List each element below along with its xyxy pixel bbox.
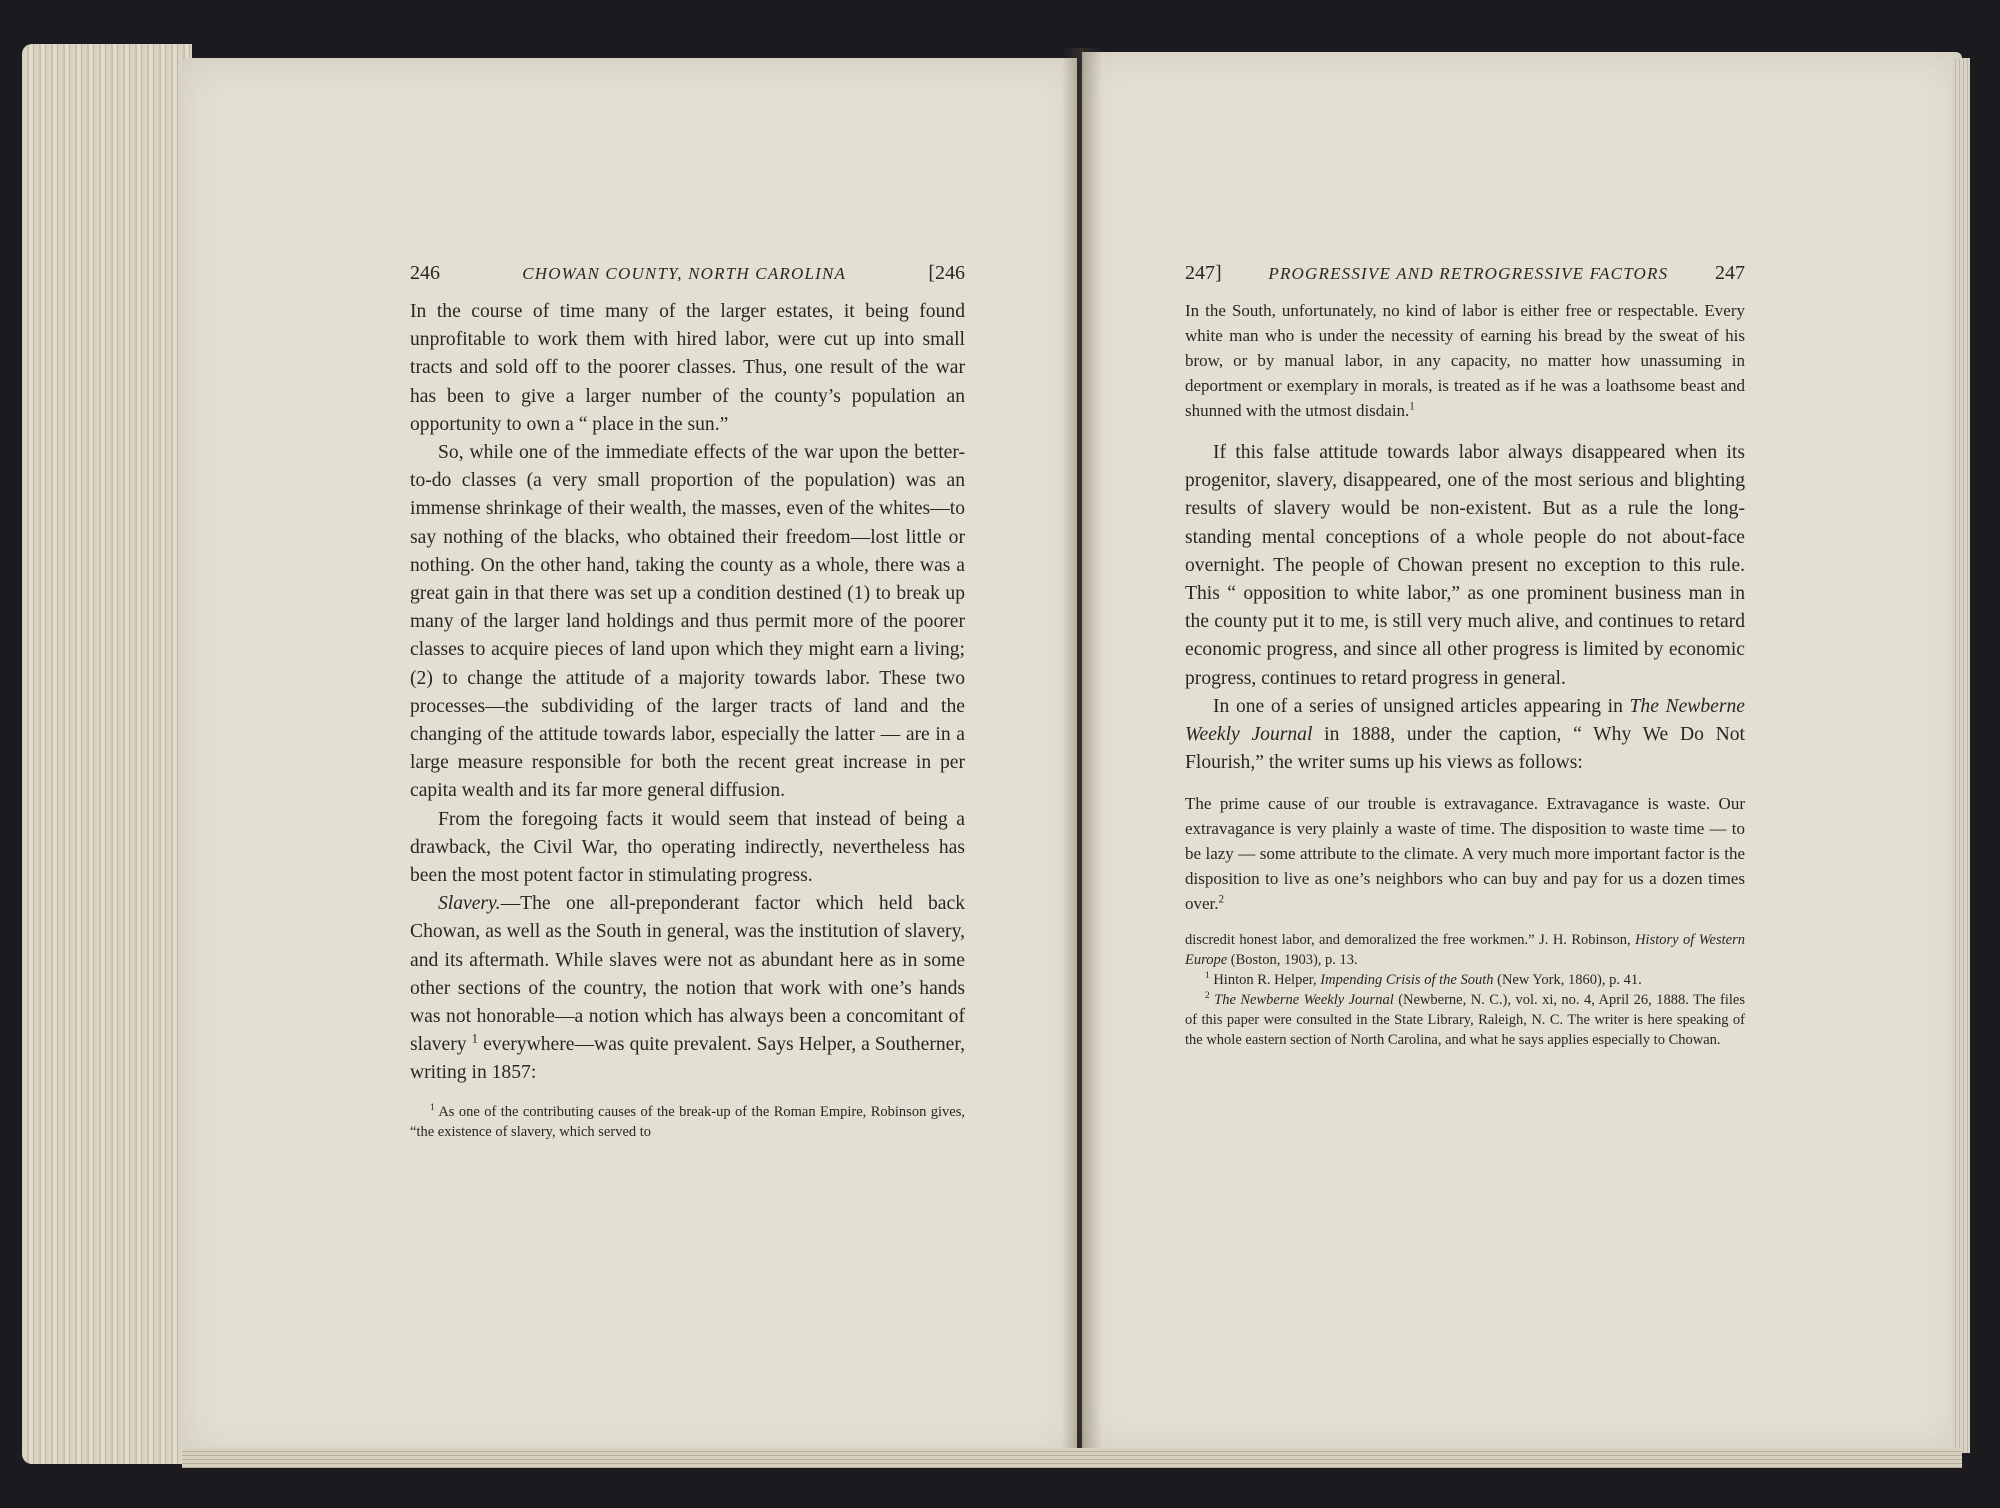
right-body <box>1185 439 1745 777</box>
paragraph-text-end: in 1888, under the caption, “ Why We Do Not Flourish,” the writer sums up his views as follows: <box>1185 724 1745 774</box>
right-page-number: 247 <box>1715 262 1745 284</box>
journal-title: The Newberne Weekly Journal <box>1185 695 1745 746</box>
left-page-header <box>410 262 965 292</box>
paragraph <box>1185 693 1745 778</box>
footnote-ref: 1 <box>1409 400 1415 413</box>
footnote-text-end: (New York, 1860), p. 41. <box>1493 972 1642 989</box>
right-page-header <box>1185 262 1745 292</box>
footnote <box>1185 990 1745 1050</box>
footnote <box>1185 970 1745 990</box>
bottom-page-edges <box>182 1448 1962 1468</box>
paragraph: So, while one of the immediate effects of the war upon the better-to-do classes (a very small proportion of the population) was an immense shrinkage of their wealth, the masses, even of the whites—to say nothing of the blacks, who obtained their freedom—lost little or nothing. On the other hand, taking the county as a whole, there was a great gain in that there was set up a condition destined (1) to break up many of the larger land holdings and thus permit more of the poorer classes to acquire pieces of land upon which they might earn a living; (2) to change the attitude of a majority towards labor. These two processes—the subdividing of the larger tracts of land and the changing of the attitude towards labor, especially the latter — are in a large measure responsible for both the recent great increase in per capita wealth and its far more general diffusion. <box>410 442 965 802</box>
footnote-continued <box>1185 930 1745 970</box>
slavery-text: —The one all-preponderant factor which held back Chowan, as well as the South in general, was the institution of slavery, and its aftermath. While slaves were not as abundant here as in some other sections of the country, the notion that work with one’s hands was not honorable—a notion which has always been a concomitant of slavery <box>410 893 965 1056</box>
right-running-title: PROGRESSIVE AND RETROGRESSIVE FACTORS <box>1268 264 1669 283</box>
right-footnotes <box>1185 930 1745 1050</box>
book-title: History of Western Europe <box>1185 932 1745 969</box>
left-bracket-number: [246 <box>928 262 965 284</box>
slavery-text-end: everywhere—was quite prevalent. Says Helper, a Southerner, writing in 1857: <box>410 1034 966 1084</box>
left-body <box>410 298 965 1088</box>
book-gutter <box>1062 48 1102 1468</box>
slavery-heading: Slavery. <box>438 893 501 915</box>
footnote-text-end: (Boston, 1903), p. 13. <box>1227 952 1358 969</box>
journal-title: The Newberne Weekly Journal <box>1214 992 1394 1009</box>
footnote-text: Hinton R. Helper, <box>1209 972 1321 989</box>
quote-text: In the South, unfortunately, no kind of labor is either free or respectable. Every white man who is under the necessity of earning his bread by the sweat of his brow, or by manual labor, in any capacity, no matter how unassuming in deportment or exemplary in morals, is treated as if he was a loathsome beast and shunned with the utmost disdain. <box>1185 301 1745 420</box>
book-title: Impending Crisis of the South <box>1320 972 1494 989</box>
left-page-text <box>410 262 965 1142</box>
footnote-ref: 1 <box>471 1031 479 1046</box>
paragraph: From the foregoing facts it would seem that instead of being a drawback, the Civil War, tho operating indirectly, nevertheless has been the most potent factor in stimulating progress. <box>410 808 965 887</box>
right-bracket-number: 247] <box>1185 262 1222 284</box>
paragraph: If this false attitude towards labor always disappeared when its progenitor, slavery, disappeared, one of the most serious and blighting results of slavery would be non-existent. But as a rule the long-standing mental conceptions of a whole people do not about-face overnight. The people of Chowan present no exception to this rule. This “ opposition to white labor,” as one prominent business man in the county put it to me, is still very much alive, and continues to retard economic progress, and since all other progress is limited by economic progress, continues to retard progress in general. <box>1185 442 1745 689</box>
footnote-text: discredit honest labor, and demoralized the free workmen.” J. H. Robinson, <box>1185 932 1636 949</box>
footnote <box>410 1102 965 1142</box>
left-page-edges <box>22 44 192 1464</box>
left-footnotes <box>410 1102 965 1142</box>
quote-text: The prime cause of our trouble is extravagance. Extravagance is waste. Our extravagance is very plainly a waste of time. The disposition to waste time — to be lazy — some attribute to the climate. A very much more important factor is the disposition to live as one’s neighbors who can buy and pay for us a dozen times over. <box>1185 794 1745 914</box>
paragraph-text: In one of a series of unsigned articles appearing in <box>1213 695 1630 717</box>
right-page-edges <box>1952 58 1970 1453</box>
left-page-number: 246 <box>410 262 440 284</box>
left-running-title: CHOWAN COUNTY, NORTH CAROLINA <box>522 264 847 283</box>
slavery-paragraph <box>410 890 965 1087</box>
paragraph: In the course of time many of the larger estates, it being found unprofitable to work them with hired labor, were cut up into small tracts and sold off to the poorer classes. Thus, one result of the war has been to give a larger number of the county’s population an opportunity to own a “ place in the sun.” <box>410 301 965 435</box>
block-quote-newberne <box>1185 791 1745 916</box>
footnote-mark: 2 <box>1205 991 1210 1002</box>
footnote-text: As one of the contributing causes of the break-up of the Roman Empire, Robinson gives, “the existence of slavery, which served to <box>410 1103 965 1140</box>
footnote-mark: 1 <box>1205 971 1210 982</box>
footnote-ref: 2 <box>1218 893 1225 906</box>
footnote-text: (Newberne, N. C.), vol. xi, no. 4, April 26, 1888. The files of this paper were consulted in the State Library, Raleigh, N. C. The writer is here speaking of the whole eastern section of North Carolina, and what he says applies especially to Chowan. <box>1185 992 1746 1049</box>
footnote-mark: 1 <box>430 1102 435 1113</box>
block-quote-helper <box>1185 298 1745 423</box>
right-page-text <box>1185 262 1745 1050</box>
